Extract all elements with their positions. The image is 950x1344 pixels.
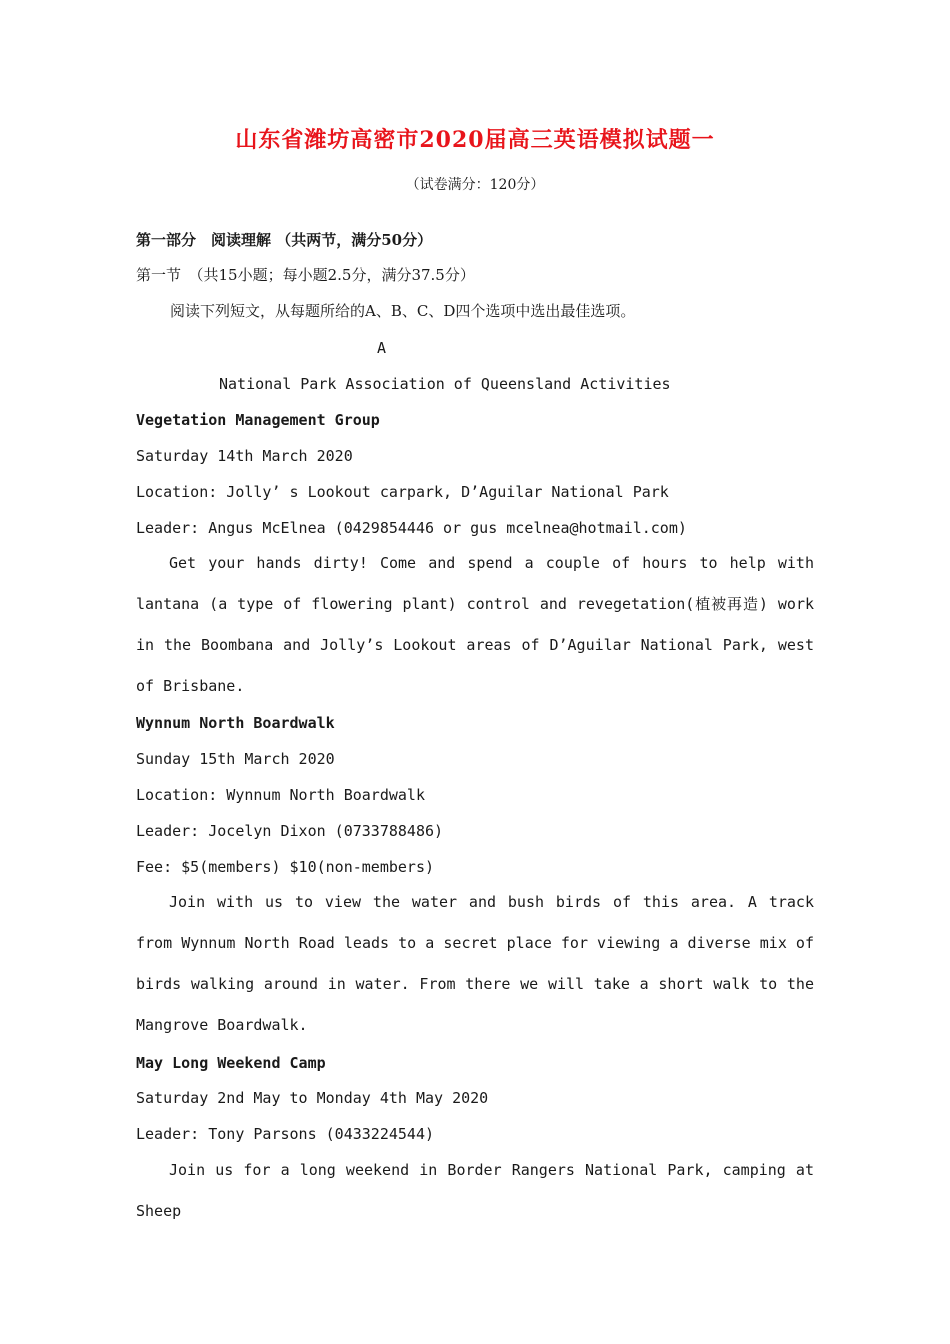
activity-leader: Leader: Jocelyn Dixon (0733788486)	[136, 822, 444, 840]
activity-leader: Leader: Angus McElnea (0429854446 or gus mcelnea@hotmail.com)	[136, 519, 687, 537]
activity-location: Location: Wynnum North Boardwalk	[136, 786, 425, 804]
activity-date: Sunday 15th March 2020	[136, 750, 335, 768]
activity-name: May Long Weekend Camp	[136, 1054, 326, 1072]
activity-name: Vegetation Management Group	[136, 411, 380, 429]
activity-description: Join with us to view the water and bush birds of this area. A track from Wynnum North Road leads to a secret place for viewing a diverse mix of birds walking around in water. From there we will take a short walk to the Mangrove Boardwalk.	[136, 893, 814, 1034]
activity-description: Join us for a long weekend in Border Rangers National Park, camping at Sheep	[136, 1161, 814, 1220]
activity-leader: Leader: Tony Parsons (0433224544)	[136, 1125, 435, 1143]
activity-description: Get your hands dirty! Come and spend a couple of hours to help with lantana (a type of flowering plant) control and revegetation(植被再造) work in the Boombana and Jolly’s Lookout areas of D’Aguilar National Park, west of Brisbane.	[136, 554, 814, 695]
activity-name: Wynnum North Boardwalk	[136, 714, 335, 732]
activity-location: Location: Jolly’ s Lookout carpark, D’Aguilar National Park	[136, 483, 669, 501]
passage-label: A	[377, 339, 387, 357]
page-title: 山东省潍坊高密市2020届高三英语模拟试题一	[235, 127, 715, 153]
instruction-text: 阅读下列短文，从每题所给的A、B、C、D四个选项中选出最佳选项。	[170, 302, 636, 320]
passage-title: National Park Association of Queensland Activities	[219, 375, 671, 393]
activity-fee: Fee: $5(members) $10(non-members)	[136, 858, 435, 876]
page-subtitle: （试卷满分：120分）	[405, 177, 545, 193]
section-heading: 第一节 （共15小题；每小题2.5分，满分37.5分）	[136, 266, 475, 284]
activity-date: Saturday 2nd May to Monday 4th May 2020	[136, 1089, 489, 1107]
part-heading: 第一部分 阅读理解 （共两节，满分50分）	[136, 231, 433, 249]
activity-date: Saturday 14th March 2020	[136, 447, 353, 465]
